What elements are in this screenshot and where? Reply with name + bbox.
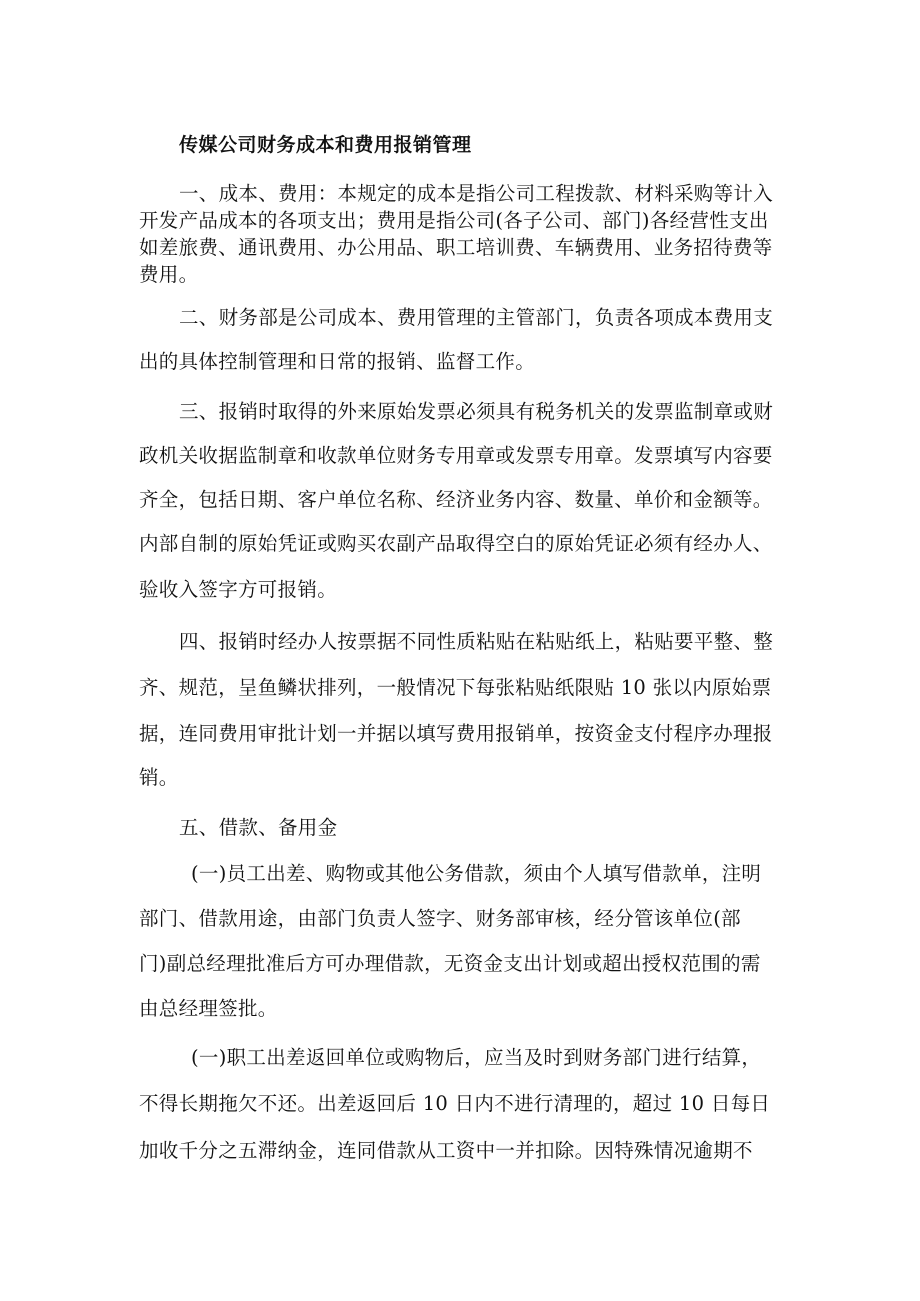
- text-line: 出的具体控制管理和日常的报销、监督工作。: [139, 350, 536, 373]
- text-line: 验收入签字方可报销。: [139, 578, 338, 601]
- text-line: 三、报销时取得的外来原始发票必须具有税务机关的发票监制章或财: [179, 400, 774, 423]
- text-line: 开发产品成本的各项支出；费用是指公司(各子公司、部门)各经营性支出: [139, 209, 769, 232]
- text-line: 齐、规范，呈鱼鳞状排列，一般情况下每张粘贴纸限贴 10 张以内原始票: [139, 676, 772, 699]
- text-line: 费用。: [139, 263, 199, 286]
- text-line: 加收千分之五滞纳金，连同借款从工资中一并扣除。因特殊情况逾期不: [139, 1139, 753, 1162]
- text-line: 二、财务部是公司成本、费用管理的主管部门，负责各项成本费用支: [179, 306, 774, 329]
- text-line: 一、成本、费用：本规定的成本是指公司工程拨款、材料采购等计入: [179, 182, 774, 205]
- text-line: 销。: [139, 766, 179, 789]
- text-line: 齐全，包括日期、客户单位名称、经济业务内容、数量、单价和金额等。: [139, 488, 773, 511]
- document-title: 传媒公司财务成本和费用报销管理: [179, 134, 472, 156]
- text-line: 四、报销时经办人按票据不同性质粘贴在粘贴纸上，粘贴要平整、整: [179, 630, 774, 653]
- text-line: (一)员工出差、购物或其他公务借款，须由个人填写借款单，注明: [191, 862, 762, 885]
- text-line: 部门、借款用途，由部门负责人签字、财务部审核，经分管该单位(部: [139, 907, 741, 930]
- text-line: 由总经理签批。: [139, 997, 278, 1020]
- text-line: 政机关收据监制章和收款单位财务专用章或发票专用章。发票填写内容要: [139, 444, 773, 467]
- text-line: 据，连同费用审批计划一并据以填写费用报销单，按资金支付程序办理报: [139, 722, 773, 745]
- text-line: (一)职工出差返回单位或购物后，应当及时到财务部门进行结算，: [191, 1046, 762, 1069]
- text-line: 如差旅费、通讯费用、办公用品、职工培训费、车辆费用、业务招待费等: [139, 236, 773, 259]
- text-line: 内部自制的原始凭证或购买农副产品取得空白的原始凭证必须有经办人、: [139, 532, 773, 555]
- text-line: 门)副总经理批准后方可办理借款，无资金支出计划或超出授权范围的需: [139, 952, 761, 975]
- text-line: 不得长期拖欠不还。出差返回后 10 日内不进行清理的，超过 10 日每日: [139, 1092, 771, 1115]
- section-heading: 五、借款、备用金: [179, 816, 338, 839]
